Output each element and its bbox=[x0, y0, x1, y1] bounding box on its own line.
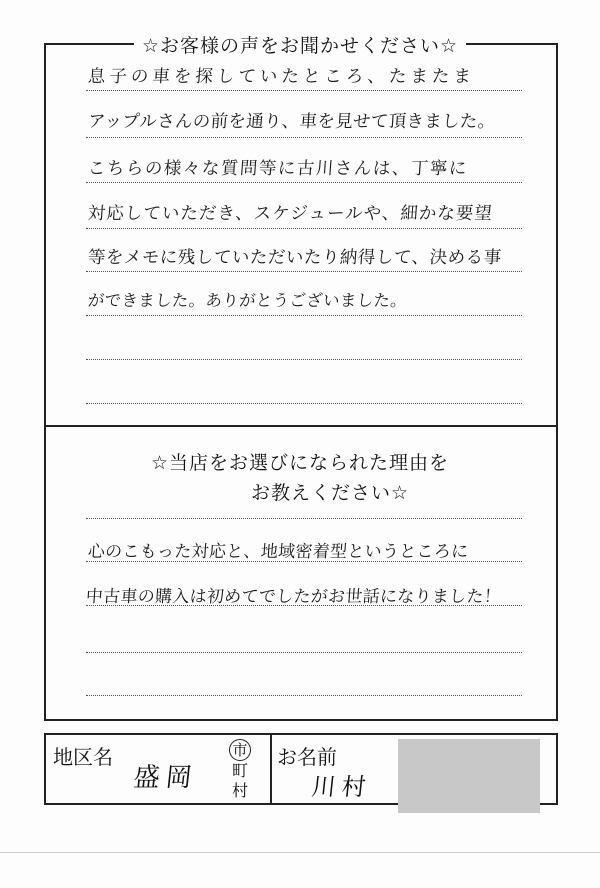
scan-edge-line bbox=[0, 852, 600, 853]
name-box bbox=[44, 733, 558, 805]
writing-line bbox=[86, 182, 522, 183]
name-value: 川村 bbox=[310, 773, 374, 801]
unit-village: 村 bbox=[231, 781, 248, 800]
municipality-type bbox=[228, 739, 252, 801]
comment-line-6: ができました。ありがとうございました。 bbox=[87, 291, 408, 310]
writing-line bbox=[86, 90, 522, 91]
writing-line bbox=[86, 137, 522, 138]
writing-line bbox=[86, 518, 522, 519]
comment-line-3: こちらの様々な質問等に古川さんは、丁寧に bbox=[87, 159, 469, 179]
writing-line bbox=[86, 228, 522, 229]
section-divider bbox=[44, 425, 558, 427]
comment-frame bbox=[44, 43, 558, 721]
writing-line bbox=[86, 403, 522, 404]
writing-line bbox=[86, 359, 522, 360]
area-value: 盛岡 bbox=[132, 763, 200, 793]
writing-line bbox=[86, 271, 522, 272]
comment-line-5: 等をメモに残していただいたり納得して、決める事 bbox=[87, 248, 503, 268]
name-box-separator bbox=[270, 735, 272, 803]
writing-line bbox=[86, 695, 522, 696]
redaction-box bbox=[398, 739, 540, 813]
comment-line-1: 息子の車を探していたところ、たまたま bbox=[87, 67, 476, 87]
section1-title: ☆お客様の声をお聞かせください☆ bbox=[0, 31, 600, 58]
writing-line bbox=[86, 315, 522, 316]
name-label: お名前 bbox=[277, 745, 337, 769]
section2-title: ☆当店をお選びになられた理由を お教えください☆ bbox=[150, 452, 450, 504]
reason-line-1: 心のこもった対応と、地域密着型というところに bbox=[87, 542, 470, 562]
comment-line-2: アップルさんの前を通り、車を見せて頂きました。 bbox=[87, 112, 497, 132]
unit-town: 町 bbox=[231, 761, 248, 780]
area-label: 地区名 bbox=[53, 745, 113, 769]
comment-line-4: 対応していただき、スケジュールや、細かな要望 bbox=[87, 204, 494, 224]
reason-line-2: 中古車の購入は初めてでしたがお世話になりました！ bbox=[85, 587, 502, 607]
unit-city-circled: 市 bbox=[229, 739, 251, 761]
writing-line bbox=[86, 652, 522, 653]
